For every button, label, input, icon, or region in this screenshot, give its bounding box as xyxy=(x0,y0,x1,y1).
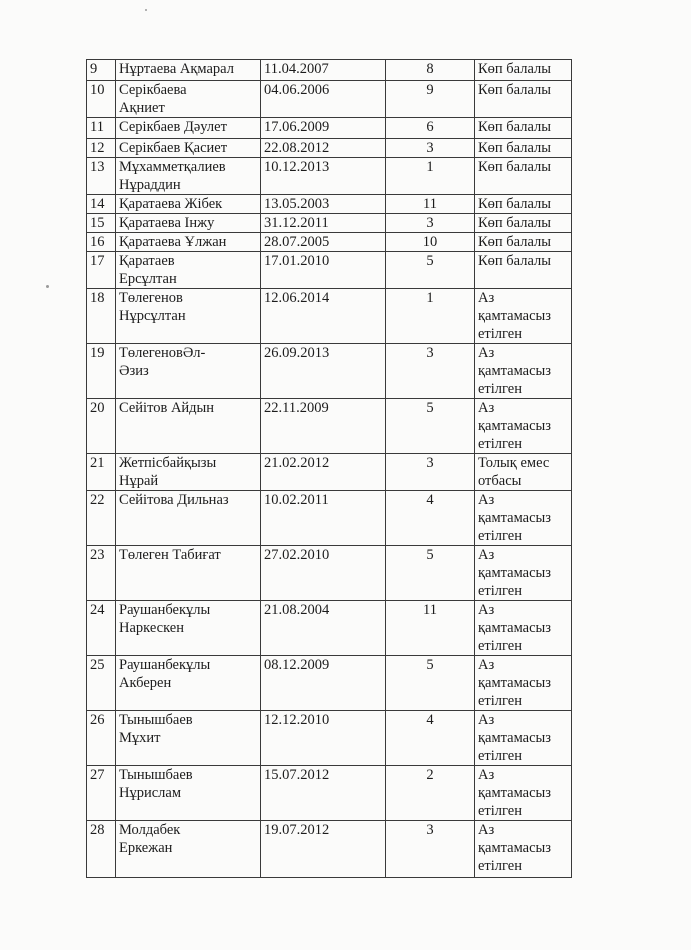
birth-date: 10.02.2011 xyxy=(264,492,329,508)
family-count: 1 xyxy=(426,159,434,175)
row-number-cell xyxy=(87,139,116,158)
family-status-line: Аз xyxy=(478,822,495,838)
family-status-line: етілген xyxy=(478,528,522,544)
birth-date: 12.06.2014 xyxy=(264,290,330,306)
table-row xyxy=(87,546,572,601)
family-status-line: Көп балалы xyxy=(478,234,552,250)
child-name-cell xyxy=(116,344,261,399)
table-row xyxy=(87,214,572,233)
family-status-line: етілген xyxy=(478,326,522,342)
family-status-line: Аз xyxy=(478,602,495,618)
table-row xyxy=(87,454,572,491)
birth-date: 15.07.2012 xyxy=(264,767,330,783)
row-number-cell xyxy=(87,118,116,139)
family-count: 3 xyxy=(426,455,434,471)
table-row xyxy=(87,118,572,139)
family-status-cell xyxy=(475,656,572,711)
birth-date-cell xyxy=(261,60,386,81)
row-number-cell xyxy=(87,454,116,491)
row-number-cell xyxy=(87,81,116,118)
child-name-line: Төлегенов xyxy=(119,290,183,306)
birth-date: 11.04.2007 xyxy=(264,61,329,77)
birth-date-cell xyxy=(261,766,386,821)
child-name-cell xyxy=(116,546,261,601)
family-count: 8 xyxy=(426,61,434,77)
row-number-cell xyxy=(87,491,116,546)
family-status-line: Көп балалы xyxy=(478,119,552,135)
row-number-cell xyxy=(87,656,116,711)
family-status-cell xyxy=(475,491,572,546)
family-status-line: қамтамасыз xyxy=(478,565,552,581)
birth-date: 08.12.2009 xyxy=(264,657,330,673)
child-name-line: Ерсұлтан xyxy=(119,271,177,287)
table-row xyxy=(87,766,572,821)
child-name-line: Тынышбаев xyxy=(119,712,193,728)
row-number: 16 xyxy=(90,234,105,250)
child-name-cell xyxy=(116,158,261,195)
family-count: 2 xyxy=(426,767,434,783)
birth-date-cell xyxy=(261,214,386,233)
family-status-cell xyxy=(475,252,572,289)
family-count: 5 xyxy=(426,253,434,269)
row-number: 13 xyxy=(90,159,105,175)
child-name-line: Нұраддин xyxy=(119,177,181,193)
child-name-cell xyxy=(116,399,261,454)
child-name-line: Қаратаев xyxy=(119,253,175,269)
family-status-cell xyxy=(475,344,572,399)
birth-date: 13.05.2003 xyxy=(264,196,330,212)
birth-date-cell xyxy=(261,252,386,289)
child-name-cell xyxy=(116,491,261,546)
table-row xyxy=(87,139,572,158)
family-status-line: қамтамасыз xyxy=(478,840,552,856)
family-count-cell xyxy=(386,546,475,601)
child-name-line: Қаратаева Жібек xyxy=(119,196,223,212)
family-status-cell xyxy=(475,546,572,601)
family-count: 5 xyxy=(426,657,434,673)
family-count-cell xyxy=(386,158,475,195)
table-row xyxy=(87,656,572,711)
row-number-cell xyxy=(87,399,116,454)
family-count-cell xyxy=(386,289,475,344)
family-count: 5 xyxy=(426,547,434,563)
child-name-cell xyxy=(116,118,261,139)
child-name-cell xyxy=(116,766,261,821)
family-status-cell xyxy=(475,81,572,118)
family-status-cell xyxy=(475,233,572,252)
family-count-cell xyxy=(386,454,475,491)
family-status-line: қамтамасыз xyxy=(478,308,552,324)
family-status-line: етілген xyxy=(478,803,522,819)
child-name-cell xyxy=(116,289,261,344)
child-name-line: Жетпісбайқызы xyxy=(119,455,217,471)
child-name-line: Мұхамметқалиев xyxy=(119,159,226,175)
family-status-line: қамтамасыз xyxy=(478,730,552,746)
child-name-cell xyxy=(116,252,261,289)
family-status-cell xyxy=(475,118,572,139)
birth-date: 22.08.2012 xyxy=(264,140,330,156)
child-name-line: Еркежан xyxy=(119,840,173,856)
family-status-line: Аз xyxy=(478,767,495,783)
row-number: 9 xyxy=(90,61,98,77)
table-row xyxy=(87,491,572,546)
table-row xyxy=(87,60,572,81)
child-name-line: Молдабек xyxy=(119,822,181,838)
row-number: 28 xyxy=(90,822,105,838)
table-row xyxy=(87,711,572,766)
row-number: 19 xyxy=(90,345,105,361)
family-status-line: етілген xyxy=(478,583,522,599)
family-status-line: Аз xyxy=(478,547,495,563)
birth-date: 21.02.2012 xyxy=(264,455,330,471)
row-number: 10 xyxy=(90,82,105,98)
row-number-cell xyxy=(87,195,116,214)
family-count-cell xyxy=(386,81,475,118)
family-count: 3 xyxy=(426,140,434,156)
row-number-cell xyxy=(87,158,116,195)
row-number-cell xyxy=(87,711,116,766)
row-number-cell xyxy=(87,821,116,878)
table-row xyxy=(87,252,572,289)
family-count: 10 xyxy=(422,234,438,250)
row-number: 14 xyxy=(90,196,105,212)
child-name-line: Серікбаев Дәулет xyxy=(119,119,227,135)
row-number: 24 xyxy=(90,602,105,618)
birth-date-cell xyxy=(261,233,386,252)
child-name-line: Төлеген Табиғат xyxy=(119,547,221,563)
family-status-line: Аз xyxy=(478,657,495,673)
family-count-cell xyxy=(386,601,475,656)
child-name-line: Нұрай xyxy=(119,473,159,489)
birth-date: 27.02.2010 xyxy=(264,547,330,563)
family-count: 4 xyxy=(426,712,434,728)
family-count-cell xyxy=(386,233,475,252)
row-number-cell xyxy=(87,601,116,656)
family-status-line: етілген xyxy=(478,381,522,397)
family-count-cell xyxy=(386,344,475,399)
child-name-cell xyxy=(116,60,261,81)
child-name-line: Серікбаев Қасиет xyxy=(119,140,228,156)
family-status-line: Көп балалы xyxy=(478,61,552,77)
birth-date: 17.06.2009 xyxy=(264,119,330,135)
birth-date-cell xyxy=(261,195,386,214)
family-status-line: Көп балалы xyxy=(478,82,552,98)
child-name-cell xyxy=(116,656,261,711)
row-number-cell xyxy=(87,214,116,233)
table-row xyxy=(87,821,572,878)
family-status-cell xyxy=(475,766,572,821)
birth-date-cell xyxy=(261,546,386,601)
child-name-line: Қаратаева Ұлжан xyxy=(119,234,227,250)
family-count: 3 xyxy=(426,822,434,838)
family-status-line: Аз xyxy=(478,290,495,306)
table-row xyxy=(87,81,572,118)
row-number-cell xyxy=(87,766,116,821)
child-name-cell xyxy=(116,139,261,158)
family-count: 11 xyxy=(423,196,437,212)
birth-date: 12.12.2010 xyxy=(264,712,330,728)
family-status-cell xyxy=(475,158,572,195)
row-number: 27 xyxy=(90,767,105,783)
birth-date-cell xyxy=(261,399,386,454)
birth-date: 10.12.2013 xyxy=(264,159,330,175)
child-name-cell xyxy=(116,821,261,878)
family-count-cell xyxy=(386,118,475,139)
row-number-cell xyxy=(87,233,116,252)
child-name-cell xyxy=(116,81,261,118)
row-number: 25 xyxy=(90,657,105,673)
birth-date: 28.07.2005 xyxy=(264,234,330,250)
family-status-line: Көп балалы xyxy=(478,215,552,231)
child-name-cell xyxy=(116,601,261,656)
family-status-line: Аз xyxy=(478,492,495,508)
birth-date-cell xyxy=(261,289,386,344)
birth-date: 04.06.2006 xyxy=(264,82,330,98)
child-name-line: Нұрсұлтан xyxy=(119,308,186,324)
family-count: 1 xyxy=(426,290,434,306)
family-status-cell xyxy=(475,399,572,454)
family-status-cell xyxy=(475,711,572,766)
birth-date-cell xyxy=(261,158,386,195)
family-count-cell xyxy=(386,252,475,289)
family-count-cell xyxy=(386,766,475,821)
birth-date-cell xyxy=(261,81,386,118)
family-count: 5 xyxy=(426,400,434,416)
row-number: 26 xyxy=(90,712,105,728)
family-status-cell xyxy=(475,60,572,81)
child-name-line: Ақниет xyxy=(119,100,165,116)
child-name-cell xyxy=(116,195,261,214)
row-number-cell xyxy=(87,344,116,399)
birth-date: 19.07.2012 xyxy=(264,822,330,838)
child-name-line: Раушанбекұлы xyxy=(119,657,211,673)
family-status-line: қамтамасыз xyxy=(478,418,552,434)
family-count-cell xyxy=(386,139,475,158)
family-status-line: етілген xyxy=(478,693,522,709)
family-count: 4 xyxy=(426,492,434,508)
child-name-line: Қаратаева Інжу xyxy=(119,215,215,231)
birth-date-cell xyxy=(261,491,386,546)
child-name-cell xyxy=(116,214,261,233)
birth-date-cell xyxy=(261,601,386,656)
family-count-cell xyxy=(386,491,475,546)
family-status-cell xyxy=(475,454,572,491)
family-status-line: Аз xyxy=(478,712,495,728)
family-status-line: қамтамасыз xyxy=(478,510,552,526)
child-name-line: Акберен xyxy=(119,675,172,691)
child-name-line: Раушанбекұлы xyxy=(119,602,211,618)
family-count-cell xyxy=(386,60,475,81)
family-count-cell xyxy=(386,214,475,233)
family-status-line: отбасы xyxy=(478,473,522,489)
birth-date-cell xyxy=(261,821,386,878)
child-name-line: Нұрислам xyxy=(119,785,182,801)
family-status-cell xyxy=(475,289,572,344)
family-status-cell xyxy=(475,601,572,656)
birth-date: 17.01.2010 xyxy=(264,253,330,269)
row-number: 12 xyxy=(90,140,105,156)
child-name-line: Нұртаева Ақмарал xyxy=(119,61,234,77)
family-status-line: етілген xyxy=(478,748,522,764)
family-status-line: етілген xyxy=(478,436,522,452)
family-count-cell xyxy=(386,399,475,454)
birth-date-cell xyxy=(261,118,386,139)
table-row xyxy=(87,233,572,252)
family-count-cell xyxy=(386,711,475,766)
family-status-cell xyxy=(475,821,572,878)
family-status-line: Көп балалы xyxy=(478,159,552,175)
table-row xyxy=(87,195,572,214)
row-number: 22 xyxy=(90,492,105,508)
child-name-cell xyxy=(116,454,261,491)
birth-date-cell xyxy=(261,454,386,491)
family-status-line: қамтамасыз xyxy=(478,620,552,636)
table-row xyxy=(87,289,572,344)
child-name-line: Мұхит xyxy=(119,730,161,746)
row-number-cell xyxy=(87,289,116,344)
child-name-line: Әзиз xyxy=(119,363,149,379)
birth-date: 31.12.2011 xyxy=(264,215,329,231)
family-status-line: қамтамасыз xyxy=(478,363,552,379)
family-status-line: Толық емес xyxy=(478,455,550,471)
birth-date-cell xyxy=(261,711,386,766)
family-status-line: Көп балалы xyxy=(478,140,552,156)
family-count: 3 xyxy=(426,215,434,231)
child-name-line: Наркескен xyxy=(119,620,184,636)
birth-date: 26.09.2013 xyxy=(264,345,330,361)
family-status-line: етілген xyxy=(478,638,522,654)
birth-date-cell xyxy=(261,344,386,399)
table-body xyxy=(87,60,572,878)
child-name-line: Серікбаева xyxy=(119,82,187,98)
family-count: 3 xyxy=(426,345,434,361)
family-status-line: Көп балалы xyxy=(478,196,552,212)
child-name-cell xyxy=(116,233,261,252)
child-name-cell xyxy=(116,711,261,766)
row-number: 21 xyxy=(90,455,105,471)
scan-speck xyxy=(145,9,147,11)
birth-date-cell xyxy=(261,656,386,711)
family-status-line: қамтамасыз xyxy=(478,785,552,801)
row-number: 17 xyxy=(90,253,105,269)
row-number: 23 xyxy=(90,547,105,563)
children-list-table xyxy=(86,59,572,878)
family-status-cell xyxy=(475,139,572,158)
row-number-cell xyxy=(87,60,116,81)
scan-speck xyxy=(46,285,49,288)
family-status-line: Аз xyxy=(478,400,495,416)
row-number-cell xyxy=(87,546,116,601)
table-row xyxy=(87,601,572,656)
family-status-cell xyxy=(475,214,572,233)
family-count: 6 xyxy=(426,119,434,135)
table-row xyxy=(87,158,572,195)
table-row xyxy=(87,344,572,399)
child-name-line: Сейітова Дильназ xyxy=(119,492,229,508)
child-name-line: Тынышбаев xyxy=(119,767,193,783)
row-number: 15 xyxy=(90,215,105,231)
child-name-line: ТөлегеновӘл- xyxy=(119,345,206,361)
family-count: 11 xyxy=(423,602,437,618)
birth-date: 21.08.2004 xyxy=(264,602,330,618)
row-number: 11 xyxy=(90,119,104,135)
table-row xyxy=(87,399,572,454)
family-status-line: етілген xyxy=(478,858,522,874)
row-number: 20 xyxy=(90,400,105,416)
family-count: 9 xyxy=(426,82,434,98)
birth-date-cell xyxy=(261,139,386,158)
row-number-cell xyxy=(87,252,116,289)
family-status-line: Аз xyxy=(478,345,495,361)
family-count-cell xyxy=(386,821,475,878)
family-status-line: Көп балалы xyxy=(478,253,552,269)
child-name-line: Сейітов Айдын xyxy=(119,400,215,416)
family-count-cell xyxy=(386,656,475,711)
family-count-cell xyxy=(386,195,475,214)
birth-date: 22.11.2009 xyxy=(264,400,329,416)
family-status-line: қамтамасыз xyxy=(478,675,552,691)
row-number: 18 xyxy=(90,290,105,306)
family-status-cell xyxy=(475,195,572,214)
